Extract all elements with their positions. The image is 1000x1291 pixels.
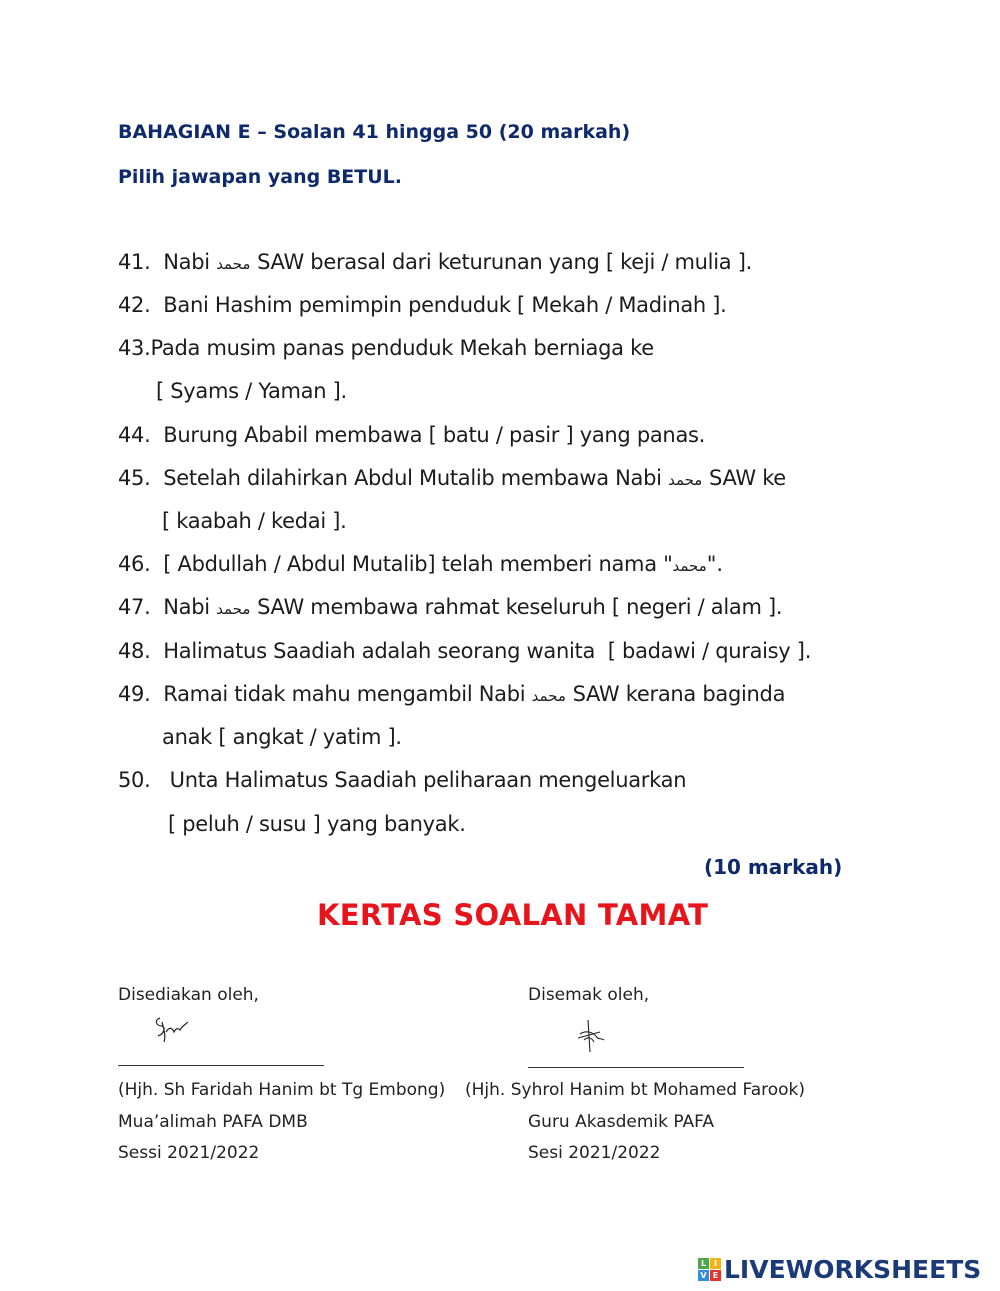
question-number: 47. <box>118 595 151 619</box>
question-43: 43.Pada musim panas penduduk Mekah berniaga ke <box>118 336 654 360</box>
question-49: 49. Ramai tidak mahu mengambil Nabi محمد SAW kerana baginda <box>118 682 786 706</box>
checker-session: Sesi 2021/2022 <box>528 1143 661 1163</box>
question-43-cont: [ Syams / Yaman ]. <box>156 379 347 403</box>
question-47: 47. Nabi محمد SAW membawa rahmat keseluruh [ negeri / alam ]. <box>118 595 783 619</box>
preparer-name: (Hjh. Sh Faridah Hanim bt Tg Embong) <box>118 1080 446 1100</box>
checker-name: (Hjh. Syhrol Hanim bt Mohamed Farook) <box>465 1080 806 1100</box>
question-49-cont: anak [ angkat / yatim ]. <box>162 725 402 749</box>
checker-role: Guru Akasdemik PAFA <box>528 1112 714 1132</box>
signature-line-left <box>118 1065 324 1066</box>
arabic-muhammad: محمد <box>668 471 703 489</box>
signature-left <box>152 1014 192 1044</box>
question-number: 49. <box>118 682 151 706</box>
preparer-role: Mua’alimah PAFA DMB <box>118 1112 308 1132</box>
question-number: 41. <box>118 250 151 274</box>
signature-line-right <box>528 1067 744 1068</box>
arabic-muhammad: محمد <box>216 600 251 618</box>
preparer-session: Sessi 2021/2022 <box>118 1143 260 1163</box>
signature-right <box>574 1018 610 1054</box>
question-number: 46. <box>118 552 151 576</box>
question-50-cont: [ peluh / susu ] yang banyak. <box>168 812 466 836</box>
question-50: 50. Unta Halimatus Saadiah peliharaan mengeluarkan <box>118 768 687 792</box>
question-number: 43. <box>118 336 151 360</box>
section-instruction: Pilih jawapan yang BETUL. <box>118 166 402 188</box>
question-45-cont: [ kaabah / kedai ]. <box>162 509 347 533</box>
question-number: 42. <box>118 293 151 317</box>
section-title: BAHAGIAN E – Soalan 41 hingga 50 (20 markah) <box>118 121 631 143</box>
question-41: 41. Nabi محمد SAW berasal dari keturunan yang [ keji / mulia ]. <box>118 250 752 274</box>
arabic-muhammad: محمد <box>672 557 707 575</box>
question-number: 45. <box>118 466 151 490</box>
total-marks: (10 markah) <box>704 855 843 879</box>
question-44: 44. Burung Ababil membawa [ batu / pasir ] yang panas. <box>118 423 706 447</box>
question-48: 48. Halimatus Saadiah adalah seorang wanita [ badawi / quraisy ]. <box>118 639 812 663</box>
arabic-muhammad: محمد <box>216 255 251 273</box>
end-title: KERTAS SOALAN TAMAT <box>317 898 709 932</box>
question-number: 44. <box>118 423 151 447</box>
question-number: 50. <box>118 768 151 792</box>
live-grid-icon: L I V E <box>698 1258 721 1281</box>
logo-text: LIVEWORKSHEETS <box>724 1255 982 1284</box>
question-42: 42. Bani Hashim pemimpin penduduk [ Mekah / Madinah ]. <box>118 293 727 317</box>
question-46: 46. [ Abdullah / Abdul Mutalib] telah memberi nama "محمد". <box>118 552 724 576</box>
arabic-muhammad: محمد <box>531 687 566 705</box>
question-45: 45. Setelah dilahirkan Abdul Mutalib membawa Nabi محمد SAW ke <box>118 466 786 490</box>
prepared-by-label: Disediakan oleh, <box>118 985 259 1005</box>
checked-by-label: Disemak oleh, <box>528 985 650 1005</box>
question-number: 48. <box>118 639 151 663</box>
liveworksheets-logo[interactable] <box>698 1255 981 1284</box>
